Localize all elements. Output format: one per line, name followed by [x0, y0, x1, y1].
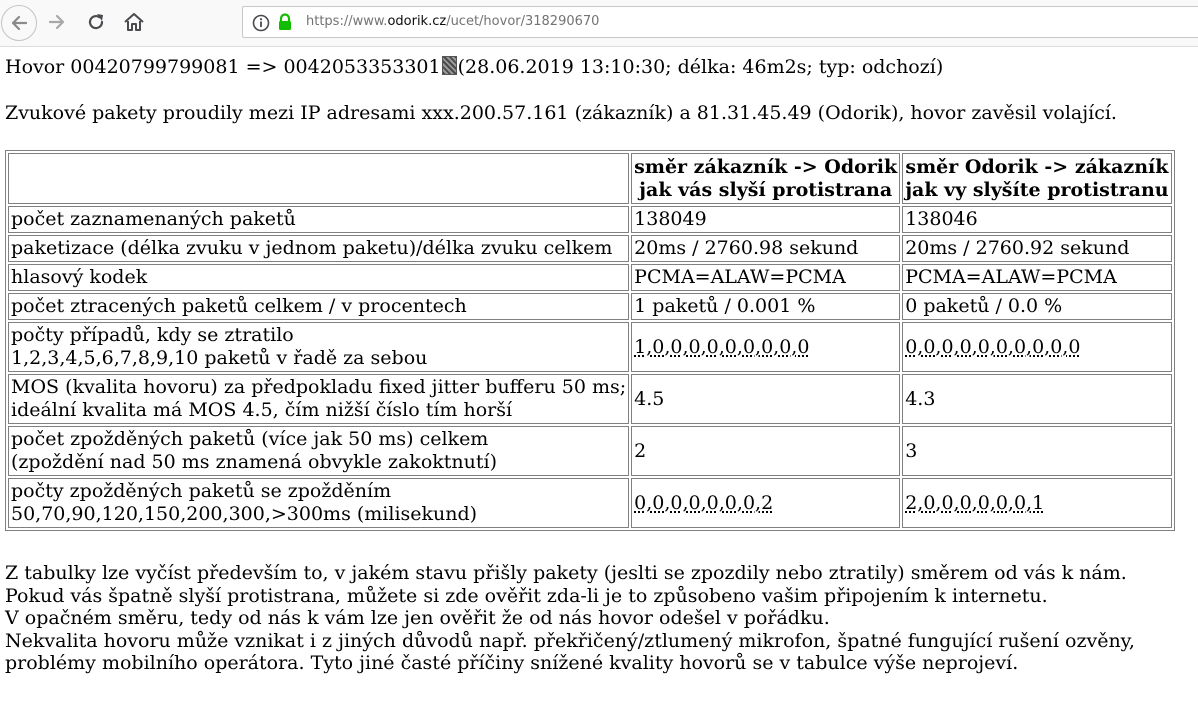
cell-value: 0 paketů / 0.0 % — [905, 295, 1063, 317]
header-incoming — [902, 153, 1171, 204]
row-label — [8, 426, 629, 476]
value-outgoing — [631, 426, 900, 476]
value-incoming — [902, 206, 1171, 233]
row-label-line: (zpoždění nad 50 ms znamená obvykle zakoktnutí) — [11, 451, 498, 473]
row-label — [8, 374, 629, 424]
footer-line: Nekvalita hovoru může vznikat i z jiných důvodů např. překřičený/ztlumený mikrofon, špatné fungující rušení ozvěny, — [5, 629, 1135, 652]
browser-toolbar — [0, 0, 1198, 47]
footer-line: V opačném směru, tedy od nás k vám lze jen ověřit že od nás hovor odešel v pořádku. — [5, 607, 830, 629]
cell-value: 20ms / 2760.92 sekund — [905, 237, 1130, 259]
reload-icon — [86, 12, 106, 32]
row-label-line: hlasový kodek — [11, 266, 148, 288]
header-incoming-line1: směr Odorik -> zákazník — [905, 155, 1169, 178]
url-bar[interactable] — [242, 6, 1198, 38]
cell-value: 4.3 — [905, 387, 936, 410]
url-path: /ucet/hovor/318290670 — [446, 14, 600, 29]
forward-arrow-icon — [47, 12, 67, 32]
row-label-line: počet ztracených paketů celkem / v procentech — [11, 295, 467, 317]
cell-value[interactable]: 1,0,0,0,0,0,0,0,0,0 — [634, 335, 810, 358]
row-label-line: paketizace (délka zvuku v jednom paketu)/délka zvuku celkem — [11, 237, 613, 259]
row-label-line: 1,2,3,4,5,6,7,8,9,10 paketů v řadě za sebou — [11, 347, 428, 369]
back-arrow-icon — [9, 13, 29, 33]
forward-button[interactable] — [39, 4, 75, 40]
row-label — [8, 478, 629, 528]
cell-value[interactable]: 2,0,0,0,0,0,0,1 — [905, 491, 1045, 514]
stats-table — [5, 150, 1175, 531]
cell-value: 3 — [905, 439, 918, 462]
flag-icon — [442, 56, 457, 75]
cell-value: 138046 — [905, 208, 978, 230]
table-row — [8, 264, 1172, 291]
row-label-line: počet zaznamenaných paketů — [11, 208, 296, 230]
value-incoming — [902, 426, 1171, 476]
cell-value: 4.5 — [634, 387, 665, 410]
cell-value[interactable]: 0,0,0,0,0,0,0,0,0,0 — [905, 335, 1081, 358]
page-content — [5, 56, 1195, 125]
ip-info: Zvukové pakety proudily mezi IP adresami xxx.200.57.161 (zákazník) a 81.31.45.49 (Odorik), hovor zavěsil volající. — [5, 102, 1117, 124]
cell-value: 138049 — [634, 208, 707, 230]
header-outgoing — [631, 153, 900, 204]
footer-line: Z tabulky lze vyčíst především to, v jakém stavu přišly pakety (jeslti se zpozdily nebo ztratily) směrem od vás k nám. — [5, 562, 1127, 584]
value-incoming — [902, 293, 1171, 320]
table-row — [8, 478, 1172, 528]
url-domain: odorik.cz — [387, 14, 447, 29]
cell-value[interactable]: 0,0,0,0,0,0,0,2 — [634, 491, 774, 514]
value-outgoing — [631, 206, 900, 233]
value-incoming — [902, 235, 1171, 262]
reload-button[interactable] — [78, 4, 114, 40]
row-label — [8, 206, 629, 233]
cell-value: 2 — [634, 439, 647, 462]
footer-text — [5, 562, 1195, 675]
value-incoming — [902, 264, 1171, 291]
cell-value: PCMA=ALAW=PCMA — [905, 266, 1117, 288]
row-label-line: ideální kvalita má MOS 4.5, čím nižší číslo tím horší — [11, 399, 513, 421]
value-outgoing[interactable] — [631, 478, 900, 528]
call-heading — [5, 56, 1195, 79]
table-row — [8, 426, 1172, 476]
call-numbers: Hovor 00420799799081 => 0042053353301 — [5, 56, 441, 78]
footer-line: Pokud vás špatně slyší protistrana, můžete si zde ověřit zda-li je to způsobeno vašim připojením k internetu. — [5, 584, 1048, 607]
value-incoming[interactable] — [902, 478, 1171, 528]
row-label-line: počty případů, kdy se ztratilo — [11, 324, 294, 346]
table-row — [8, 235, 1172, 262]
cell-value: 1 paketů / 0.001 % — [634, 295, 816, 317]
value-outgoing — [631, 374, 900, 424]
table-body — [8, 206, 1172, 528]
row-label-line: počty zpožděných paketů se zpožděním — [11, 480, 392, 502]
value-incoming — [902, 374, 1171, 424]
cell-value: PCMA=ALAW=PCMA — [634, 266, 846, 288]
cell-value: 20ms / 2760.98 sekund — [634, 237, 859, 259]
call-details: (28.06.2019 13:10:30; délka: 46m2s; typ: odchozí) — [457, 56, 944, 78]
row-label-line: 50,70,90,120,150,200,300,>300ms (milisekund) — [11, 503, 478, 525]
table-row — [8, 206, 1172, 233]
value-outgoing[interactable] — [631, 322, 900, 372]
row-label-line: počet zpožděných paketů (více jak 50 ms) celkem — [11, 428, 489, 450]
header-outgoing-line2: jak vás slyší protistrana — [639, 178, 893, 201]
home-button[interactable] — [116, 4, 152, 40]
table-header-row — [8, 153, 1172, 204]
value-outgoing — [631, 293, 900, 320]
header-empty — [8, 153, 629, 204]
row-label — [8, 293, 629, 320]
url-prefix: https://www. — [306, 14, 388, 29]
url-text[interactable] — [306, 14, 599, 29]
header-incoming-line2: jak vy slyšíte protistranu — [905, 178, 1169, 201]
row-label — [8, 235, 629, 262]
table-row — [8, 374, 1172, 424]
row-label — [8, 264, 629, 291]
lock-icon[interactable] — [277, 13, 293, 35]
table-row — [8, 293, 1172, 320]
value-outgoing — [631, 264, 900, 291]
value-incoming[interactable] — [902, 322, 1171, 372]
home-icon — [123, 12, 145, 32]
header-outgoing-line1: směr zákazník -> Odorik — [634, 155, 898, 178]
value-outgoing — [631, 235, 900, 262]
row-label-line: MOS (kvalita hovoru) za předpokladu fixed jitter bufferu 50 ms; — [11, 376, 627, 398]
table-row — [8, 322, 1172, 372]
info-icon[interactable] — [252, 14, 270, 36]
row-label — [8, 322, 629, 372]
footer-line: problémy mobilního operátora. Tyto jiné časté příčiny snížené kvality hovorů se v tabulce výše neprojeví. — [5, 652, 1019, 674]
back-button[interactable] — [1, 5, 37, 41]
